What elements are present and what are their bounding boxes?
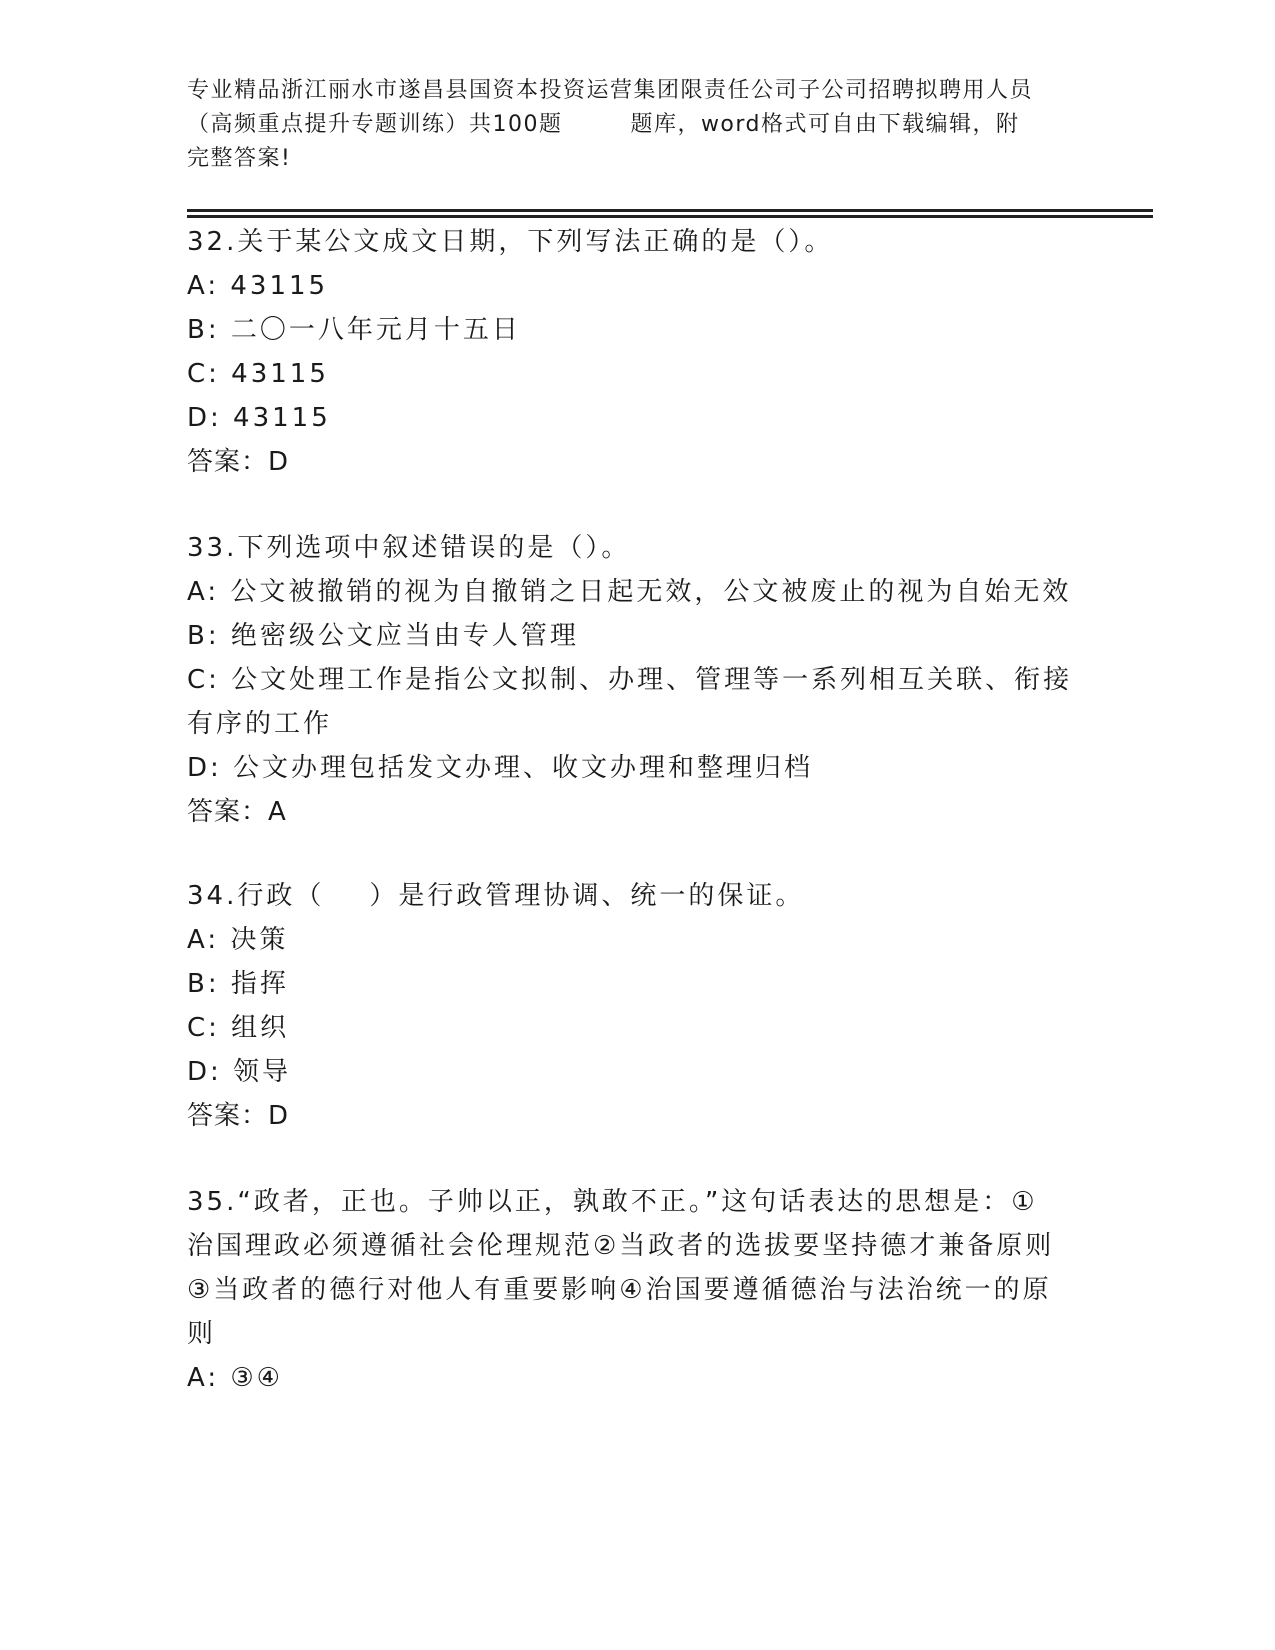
question-33-option-c-continued: 有序的工作 xyxy=(187,709,333,739)
question-35-stem-line-1: 35.“政者，正也。子帅以正，孰敢不正。”这句话表达的思想是：① xyxy=(187,1187,1038,1217)
question-32-answer: 答案：D xyxy=(187,447,290,477)
question-32-option-a: A: 43115 xyxy=(187,271,329,301)
question-32-option-c: C: 43115 xyxy=(187,359,329,389)
question-34-answer: 答案：D xyxy=(187,1101,290,1131)
question-33-answer: 答案：A xyxy=(187,797,287,827)
header-divider-bottom xyxy=(187,215,1153,218)
header-line-3: 完整答案! xyxy=(187,146,292,171)
question-32-option-d: D: 43115 xyxy=(187,403,331,433)
question-34-option-a: A: 决策 xyxy=(187,925,289,955)
question-34-option-d: D: 领导 xyxy=(187,1057,292,1087)
header-line-2: （高频重点提升专题训练）共100题 题库，word格式可自由下载编辑，附 xyxy=(187,112,1020,137)
header-line-1: 专业精品浙江丽水市遂昌县国资本投资运营集团限责任公司子公司招聘拟聘用人员 xyxy=(187,78,1034,103)
question-35-stem-line-4: 则 xyxy=(187,1319,217,1349)
question-35-option-a: A: ③④ xyxy=(187,1363,283,1393)
question-34-option-b: B: 指挥 xyxy=(187,969,289,999)
question-33-option-d: D: 公文办理包括发文办理、收文办理和整理归档 xyxy=(187,753,814,783)
question-35-stem-line-2: 治国理政必须遵循社会伦理规范②当政者的选拔要坚持德才兼备原则 xyxy=(187,1231,1055,1261)
question-33-stem: 33.下列选项中叙述错误的是（）。 xyxy=(187,533,631,563)
question-32-option-b: B: 二〇一八年元月十五日 xyxy=(187,315,521,345)
question-34-stem: 34.行政（ ）是行政管理协调、统一的保证。 xyxy=(187,881,805,911)
question-35-stem-line-3: ③当政者的德行对他人有重要影响④治国要遵循德治与法治统一的原 xyxy=(187,1275,1052,1305)
question-33-option-b: B: 绝密级公文应当由专人管理 xyxy=(187,621,579,651)
question-33-option-a: A: 公文被撤销的视为自撤销之日起无效，公文被废止的视为自始无效 xyxy=(187,577,1072,607)
question-33-option-c: C: 公文处理工作是指公文拟制、办理、管理等一系列相互关联、衔接 xyxy=(187,665,1073,695)
document-header xyxy=(187,74,1087,176)
question-34-option-c: C: 组织 xyxy=(187,1013,290,1043)
question-32-stem: 32.关于某公文成文日期，下列写法正确的是（）。 xyxy=(187,227,834,257)
header-divider-top xyxy=(187,209,1153,212)
